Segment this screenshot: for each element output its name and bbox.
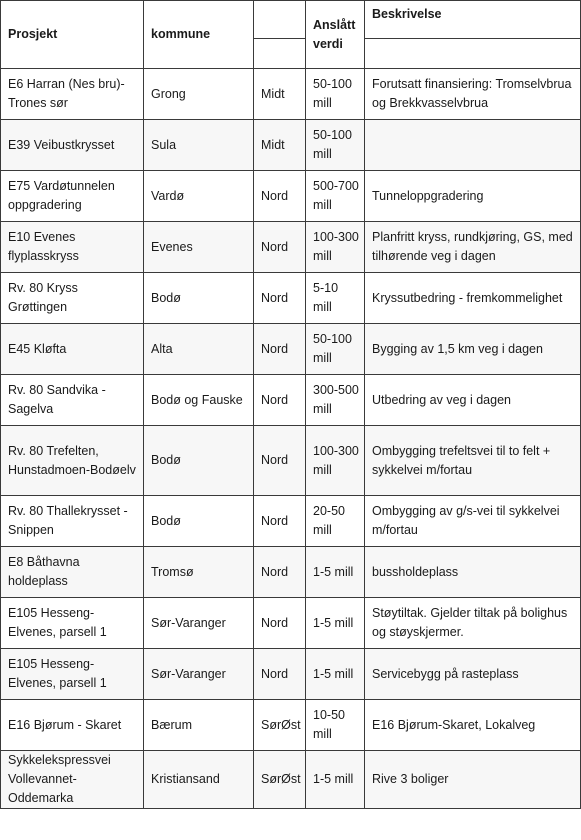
- cell-region: Nord: [254, 375, 306, 426]
- table-row: [1, 273, 581, 324]
- cell-verdi: 1-5 mill: [306, 598, 365, 649]
- cell-region: Nord: [254, 171, 306, 222]
- cell-prosjekt: Rv. 80 Kryss Grøttingen: [1, 273, 144, 324]
- cell-verdi: 20-50 mill: [306, 496, 365, 547]
- cell-verdi: 100-300 mill: [306, 426, 365, 496]
- cell-prosjekt: E105 Hesseng-Elvenes, parsell 1: [1, 649, 144, 700]
- cell-verdi: 10-50 mill: [306, 700, 365, 751]
- cell-beskrivelse: Tunneloppgradering: [365, 171, 581, 222]
- cell-verdi: 300-500 mill: [306, 375, 365, 426]
- table-row: [1, 69, 581, 120]
- cell-kommune: Bodø: [144, 496, 254, 547]
- cell-kommune: Sula: [144, 120, 254, 171]
- table-row: [1, 598, 581, 649]
- table-row: [1, 120, 581, 171]
- table-row: [1, 751, 581, 809]
- cell-kommune: Vardø: [144, 171, 254, 222]
- header-verdi: Anslått verdi: [306, 1, 365, 69]
- cell-prosjekt: Sykkelekspressvei Vollevannet-Oddemarka: [1, 751, 144, 809]
- cell-prosjekt: Rv. 80 Sandvika - Sagelva: [1, 375, 144, 426]
- cell-kommune: Bodø og Fauske: [144, 375, 254, 426]
- cell-verdi: 50-100 mill: [306, 324, 365, 375]
- cell-prosjekt: E10 Evenes flyplasskryss: [1, 222, 144, 273]
- cell-beskrivelse: Ombygging trefeltsvei til to felt + sykkelvei m/fortau: [365, 426, 581, 496]
- header-beskrivelse: Beskrivelse: [365, 1, 581, 39]
- header-region-sub: [254, 39, 306, 69]
- cell-region: Nord: [254, 222, 306, 273]
- table-row: [1, 375, 581, 426]
- cell-kommune: Kristiansand: [144, 751, 254, 809]
- cell-beskrivelse: Servicebygg på rasteplass: [365, 649, 581, 700]
- cell-region: Nord: [254, 324, 306, 375]
- cell-beskrivelse: Rive 3 boliger: [365, 751, 581, 809]
- cell-kommune: Bodø: [144, 426, 254, 496]
- cell-kommune: Sør-Varanger: [144, 598, 254, 649]
- table-row: [1, 547, 581, 598]
- cell-region: Nord: [254, 496, 306, 547]
- header-beskrivelse-sub: [365, 39, 581, 69]
- cell-region: Nord: [254, 649, 306, 700]
- cell-beskrivelse: Ombygging av g/s-vei til sykkelvei m/fortau: [365, 496, 581, 547]
- cell-verdi: 5-10 mill: [306, 273, 365, 324]
- cell-prosjekt: Rv. 80 Trefelten, Hunstadmoen-Bodøelv: [1, 426, 144, 496]
- table-row: [1, 222, 581, 273]
- cell-beskrivelse: Planfritt kryss, rundkjøring, GS, med tilhørende veg i dagen: [365, 222, 581, 273]
- table-row: [1, 426, 581, 496]
- cell-beskrivelse: bussholdeplass: [365, 547, 581, 598]
- cell-region: Nord: [254, 598, 306, 649]
- cell-prosjekt: Rv. 80 Thallekrysset - Snippen: [1, 496, 144, 547]
- cell-verdi: 1-5 mill: [306, 751, 365, 809]
- cell-beskrivelse: Støytiltak. Gjelder tiltak på bolighus og støyskjermer.: [365, 598, 581, 649]
- table-row: [1, 649, 581, 700]
- cell-beskrivelse: Utbedring av veg i dagen: [365, 375, 581, 426]
- cell-verdi: 500-700 mill: [306, 171, 365, 222]
- cell-beskrivelse: Forutsatt finansiering: Tromselvbrua og Brekkvasselvbrua: [365, 69, 581, 120]
- cell-prosjekt: E6 Harran (Nes bru)-Trones sør: [1, 69, 144, 120]
- cell-verdi: 1-5 mill: [306, 547, 365, 598]
- cell-region: Nord: [254, 547, 306, 598]
- table-row: [1, 700, 581, 751]
- cell-region: Nord: [254, 426, 306, 496]
- cell-beskrivelse: Kryssutbedring - fremkommelighet: [365, 273, 581, 324]
- cell-region: SørØst: [254, 751, 306, 809]
- cell-kommune: Tromsø: [144, 547, 254, 598]
- cell-verdi: 50-100 mill: [306, 69, 365, 120]
- table-row: [1, 324, 581, 375]
- cell-beskrivelse: E16 Bjørum-Skaret, Lokalveg: [365, 700, 581, 751]
- cell-kommune: Sør-Varanger: [144, 649, 254, 700]
- cell-kommune: Alta: [144, 324, 254, 375]
- cell-kommune: Bærum: [144, 700, 254, 751]
- cell-region: Midt: [254, 120, 306, 171]
- cell-kommune: Grong: [144, 69, 254, 120]
- table-row: [1, 496, 581, 547]
- cell-verdi: 50-100 mill: [306, 120, 365, 171]
- cell-prosjekt: E45 Kløfta: [1, 324, 144, 375]
- cell-region: Midt: [254, 69, 306, 120]
- cell-region: Nord: [254, 273, 306, 324]
- cell-verdi: 1-5 mill: [306, 649, 365, 700]
- cell-region: SørØst: [254, 700, 306, 751]
- cell-prosjekt: E39 Veibustkrysset: [1, 120, 144, 171]
- table-row: [1, 171, 581, 222]
- cell-beskrivelse: [365, 120, 581, 171]
- cell-prosjekt: E8 Båthavna holdeplass: [1, 547, 144, 598]
- cell-prosjekt: E105 Hesseng-Elvenes, parsell 1: [1, 598, 144, 649]
- cell-prosjekt: E16 Bjørum - Skaret: [1, 700, 144, 751]
- header-region: [254, 1, 306, 39]
- cell-prosjekt: E75 Vardøtunnelen oppgradering: [1, 171, 144, 222]
- cell-verdi: 100-300 mill: [306, 222, 365, 273]
- table-body: [1, 69, 581, 809]
- cell-beskrivelse: Bygging av 1,5 km veg i dagen: [365, 324, 581, 375]
- cell-kommune: Bodø: [144, 273, 254, 324]
- header-kommune: kommune: [144, 1, 254, 69]
- header-prosjekt: Prosjekt: [1, 1, 144, 69]
- cell-kommune: Evenes: [144, 222, 254, 273]
